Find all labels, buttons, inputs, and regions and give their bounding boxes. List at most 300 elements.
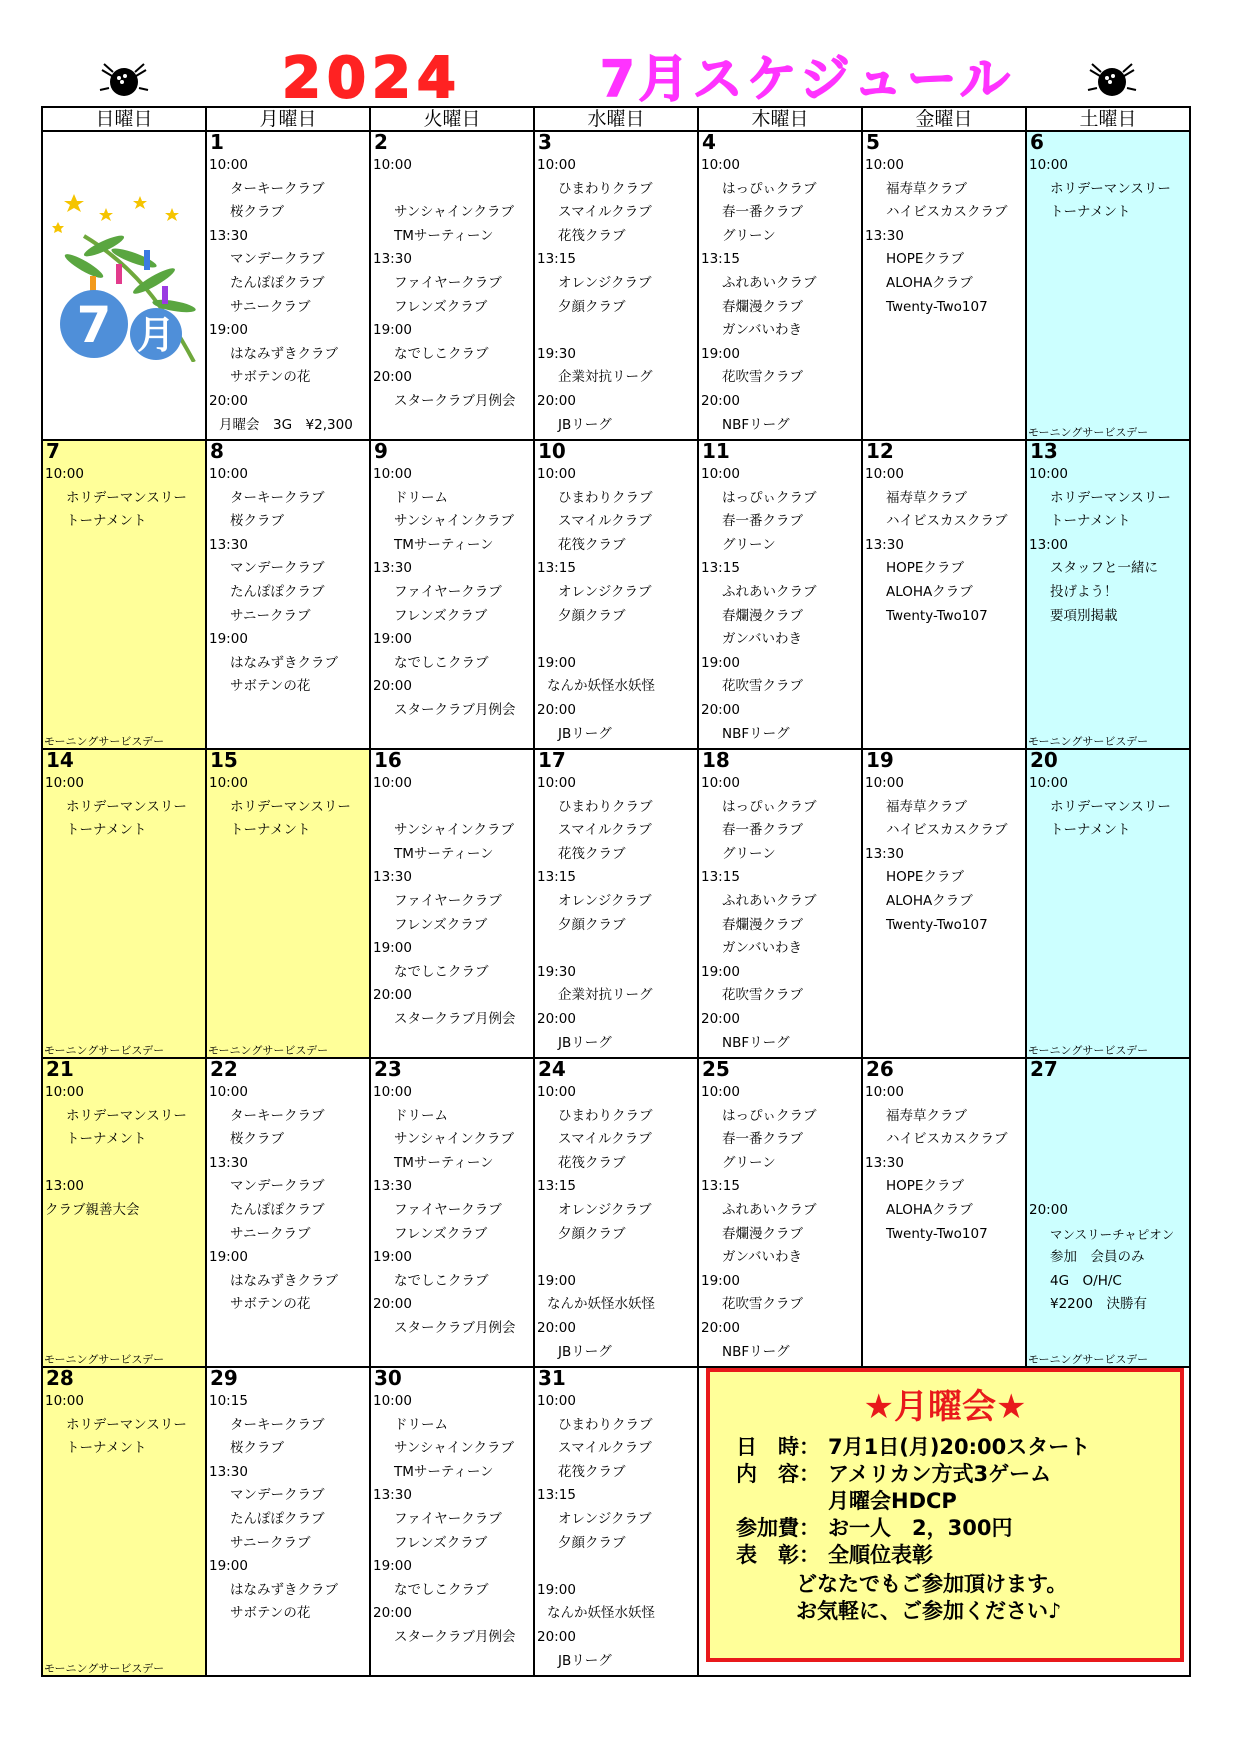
event-name: フレンズクラブ (394, 607, 488, 624)
calendar-day-cell (698, 440, 862, 749)
blank-line (535, 628, 697, 652)
event-name: ホリデーマンスリー (230, 798, 351, 815)
day-number: 21 (46, 1058, 74, 1081)
event-name: ホリデーマンスリー (1050, 489, 1171, 506)
event-name: ファイヤークラブ (394, 583, 502, 600)
event-name: ホリデーマンスリー (1050, 798, 1171, 815)
event-name: 企業対抗リーグ (558, 987, 653, 1004)
calendar-day-cell (370, 749, 534, 1058)
event-name: ひまわりクラブ (558, 1416, 653, 1433)
calendar-week-row (42, 131, 1190, 440)
monday-meeting-notice (706, 1368, 1184, 1662)
blank-line (1027, 1081, 1189, 1105)
calendar-day-cell (1026, 131, 1190, 440)
event-name: 桜クラブ (230, 1440, 284, 1457)
event-name: ドリーム (394, 1416, 448, 1433)
event-name: グリーン (722, 845, 776, 862)
event-name: ドリーム (394, 489, 448, 506)
event-time: 19:00 (209, 631, 248, 648)
event-name: はなみずきクラブ (230, 345, 338, 362)
notice-footer-line: お気軽に、ご参加ください♪ (796, 1599, 1062, 1623)
event-name: ふれあいクラブ (722, 1201, 817, 1218)
event-name: トーナメント (66, 513, 147, 530)
calendar-day-cell (534, 1367, 698, 1676)
event-name: 春爛漫クラブ (722, 1225, 803, 1242)
event-time: 19:00 (209, 322, 248, 339)
event-name: Twenty-Two107 (886, 607, 988, 624)
event-name: スタークラブ月例会 (394, 1628, 516, 1645)
day-number: 20 (1030, 749, 1058, 772)
event-name: スタークラブ月例会 (394, 1010, 516, 1027)
event-time: 13:15 (701, 251, 740, 268)
event-time: 10:15 (209, 1393, 248, 1409)
tanabata-bamboo-icon (44, 186, 204, 362)
calendar-day-cell (370, 131, 534, 440)
event-name: TMサーティーン (394, 1154, 494, 1171)
event-time: 13:30 (373, 560, 412, 577)
event-name: 花筏クラブ (558, 845, 626, 862)
event-time: 20:00 (1029, 1201, 1068, 1218)
event-name: 花筏クラブ (558, 1463, 626, 1480)
event-name: トーナメント (66, 822, 147, 839)
notice-row-value: お一人 2，300円 (828, 1516, 1013, 1540)
event-name: フレンズクラブ (394, 916, 488, 933)
year-title: 2024 (282, 46, 462, 111)
event-time: 10:00 (45, 1393, 84, 1409)
event-time: 10:00 (537, 1084, 576, 1100)
event-name: 夕顔クラブ (558, 1225, 626, 1242)
event-time: 19:00 (701, 345, 740, 362)
calendar-day-cell (698, 131, 862, 440)
event-name: 春爛漫クラブ (722, 298, 803, 315)
event-name: オレンジクラブ (558, 1201, 652, 1218)
event-name: サボテンの花 (230, 1296, 311, 1313)
calendar-day-cell (862, 749, 1026, 1058)
event-time: 19:00 (701, 1272, 740, 1289)
day-number: 3 (538, 131, 552, 154)
day-number: 22 (210, 1058, 238, 1081)
event-time: 20:00 (701, 701, 740, 718)
event-name: 夕顔クラブ (558, 916, 626, 933)
event-name: ファイヤークラブ (394, 892, 502, 909)
calendar-day-cell (42, 749, 206, 1058)
event-name: ALOHAクラブ (886, 583, 973, 600)
event-name: ガンバいわき (722, 322, 803, 339)
event-name: クラブ親善大会 (45, 1201, 140, 1218)
event-time: 13:30 (209, 1154, 248, 1171)
event-name: ドリーム (394, 1107, 448, 1124)
notice-title: ★月曜会★ (863, 1387, 1027, 1427)
blank-line (1027, 1152, 1189, 1176)
event-time: 10:00 (209, 466, 248, 482)
event-name: 夕顔クラブ (558, 298, 626, 315)
event-time: 10:00 (537, 1393, 576, 1409)
event-name: スマイルクラブ (558, 822, 652, 839)
event-name: 企業対抗リーグ (558, 369, 653, 386)
calendar-day-cell (1026, 440, 1190, 749)
event-name: 花筏クラブ (558, 1154, 626, 1171)
event-time: 19:00 (373, 322, 412, 339)
event-name: 花吹雪クラブ (722, 1296, 803, 1313)
event-time: 10:00 (45, 466, 84, 482)
event-name: ファイヤークラブ (394, 1510, 502, 1527)
weekday-header: 日曜日 (42, 107, 206, 131)
day-number: 26 (866, 1058, 894, 1081)
event-time: 19:00 (373, 1249, 412, 1266)
event-time: 10:00 (865, 466, 904, 482)
event-time: 20:00 (373, 678, 412, 695)
day-number: 24 (538, 1058, 566, 1081)
event-name: マンデークラブ (230, 1178, 325, 1195)
notice-row-value: 7月1日(月)20:00スタート (828, 1435, 1091, 1459)
event-name: ALOHAクラブ (886, 1201, 973, 1218)
event-name: 投げよう！ (1050, 583, 1118, 600)
calendar-day-cell (206, 1367, 370, 1676)
calendar-day-cell (534, 749, 698, 1058)
event-name: はっぴぃクラブ (722, 798, 817, 815)
calendar-day-cell (1026, 749, 1190, 1058)
event-time: 10:00 (865, 1084, 904, 1100)
event-name: サンシャインクラブ (394, 1440, 514, 1457)
day-number: 18 (702, 749, 730, 772)
event-name: トーナメント (1050, 204, 1131, 221)
event-name: なでしこクラブ (394, 963, 489, 980)
event-time: 20:00 (209, 392, 248, 409)
calendar-day-cell (206, 131, 370, 440)
event-name: 春爛漫クラブ (722, 916, 803, 933)
bowling-ball-icon (1082, 58, 1142, 102)
event-name: JBリーグ (558, 725, 612, 742)
blank-line (535, 319, 697, 343)
event-time: 10:00 (1029, 157, 1068, 173)
event-name: なんか妖怪水妖怪 (547, 1605, 655, 1622)
event-time: 19:00 (373, 1558, 412, 1575)
event-name: ふれあいクラブ (722, 274, 817, 291)
event-name: ハイビスカスクラブ (886, 204, 1008, 221)
event-time: 10:00 (701, 157, 740, 173)
event-name: ホリデーマンスリー (1050, 180, 1171, 197)
event-name: TMサーティーン (394, 227, 494, 244)
weekday-header: 火曜日 (370, 107, 534, 131)
event-time: 19:00 (701, 654, 740, 671)
event-time: 13:15 (537, 560, 576, 577)
event-name: ガンバいわき (722, 631, 803, 648)
event-name: ひまわりクラブ (558, 180, 653, 197)
event-name: トーナメント (66, 1131, 147, 1148)
event-name: TMサーティーン (394, 845, 494, 862)
event-name: サンシャインクラブ (394, 1131, 514, 1148)
event-name: スタッフと一緒に (1050, 560, 1158, 577)
calendar-day-cell (42, 1058, 206, 1367)
blank-line (371, 796, 533, 820)
event-time: 10:00 (373, 466, 412, 482)
event-name: フレンズクラブ (394, 1225, 488, 1242)
schedule-title: 7月スケジュール (600, 50, 1014, 108)
event-name: ガンバいわき (722, 1249, 803, 1266)
event-name: マンデークラブ (230, 1487, 325, 1504)
event-name: ターキークラブ (230, 489, 325, 506)
badge-month-kanji: 月 (136, 313, 176, 357)
day-number: 17 (538, 749, 566, 772)
event-time: 13:15 (701, 1178, 740, 1195)
event-name: はっぴぃクラブ (722, 1107, 817, 1124)
event-time: 20:00 (373, 1296, 412, 1313)
day-number: 1 (210, 131, 224, 154)
event-time: 13:15 (701, 869, 740, 886)
event-time: 13:30 (865, 1154, 904, 1171)
calendar-day-cell (698, 749, 862, 1058)
event-name: オレンジクラブ (558, 583, 652, 600)
event-name: たんぽぽクラブ (230, 1201, 325, 1218)
event-name: 春一番クラブ (722, 822, 803, 839)
event-name: ターキークラブ (230, 1416, 325, 1433)
weekday-header: 月曜日 (206, 107, 370, 131)
event-time: 13:00 (1029, 536, 1068, 553)
notice-row (736, 1488, 1180, 1515)
event-time: 10:00 (701, 1084, 740, 1100)
event-time: 13:15 (537, 869, 576, 886)
event-time: 20:00 (537, 1319, 576, 1336)
event-name: 春爛漫クラブ (722, 607, 803, 624)
calendar-day-cell (42, 1367, 206, 1676)
day-number: 13 (1030, 440, 1058, 463)
event-time: 19:00 (537, 654, 576, 671)
event-name: 春一番クラブ (722, 513, 803, 530)
event-name: マンスリーチャピオン (1050, 1226, 1175, 1242)
calendar-day-cell (370, 1367, 534, 1676)
event-time: 10:00 (373, 1393, 412, 1409)
event-name: はっぴぃクラブ (722, 489, 817, 506)
event-name: HOPEクラブ (886, 1178, 964, 1195)
event-name: ALOHAクラブ (886, 274, 973, 291)
day-number: 15 (210, 749, 238, 772)
day-number: 30 (374, 1367, 402, 1390)
day-number: 27 (1030, 1058, 1058, 1081)
event-time: 10:00 (45, 1084, 84, 1100)
event-name: ホリデーマンスリー (66, 798, 187, 815)
event-time: 10:00 (1029, 775, 1068, 791)
event-name: スマイルクラブ (558, 513, 652, 530)
event-time: 13:30 (865, 845, 904, 862)
event-name: マンデークラブ (230, 251, 325, 268)
event-time: 10:00 (209, 157, 248, 173)
event-time: 13:30 (373, 869, 412, 886)
event-name: 福寿草クラブ (886, 1107, 967, 1124)
calendar-day-cell (862, 440, 1026, 749)
event-time: 13:15 (701, 560, 740, 577)
weekday-header: 土曜日 (1026, 107, 1190, 131)
event-time: 10:00 (373, 157, 412, 173)
event-name: HOPEクラブ (886, 560, 964, 577)
event-name: ALOHAクラブ (886, 892, 973, 909)
event-name: はっぴぃクラブ (722, 180, 817, 197)
event-time: 19:00 (209, 1249, 248, 1266)
blank-line (1027, 1175, 1189, 1199)
morning-service-label: モーニングサービスデー (1028, 1044, 1149, 1057)
calendar-day-cell (206, 440, 370, 749)
event-name: Twenty-Two107 (886, 298, 988, 315)
event-name: 桜クラブ (230, 204, 284, 221)
day-number: 5 (866, 131, 880, 154)
event-time: 10:00 (373, 775, 412, 791)
event-time: 10:00 (701, 466, 740, 482)
event-name: 花筏クラブ (558, 536, 626, 553)
bowling-ball-icon (94, 58, 154, 102)
event-name: スマイルクラブ (558, 1440, 652, 1457)
event-name: なでしこクラブ (394, 1272, 489, 1289)
notice-footer (710, 1571, 1180, 1625)
event-name: JBリーグ (558, 1343, 612, 1360)
event-time: 10:00 (209, 1084, 248, 1100)
event-time: 20:00 (537, 1628, 576, 1645)
notice-row-value: 月曜会HDCP (828, 1489, 957, 1513)
event-time: 19:00 (373, 940, 412, 957)
event-time: 10:00 (537, 775, 576, 791)
event-time: 13:15 (537, 1487, 576, 1504)
event-name: ホリデーマンスリー (66, 1107, 187, 1124)
calendar-week-row (42, 1058, 1190, 1367)
event-time: 13:30 (209, 536, 248, 553)
morning-service-label: モーニングサービスデー (44, 1044, 165, 1057)
event-name: トーナメント (230, 822, 311, 839)
event-name: マンデークラブ (230, 560, 325, 577)
event-time: 20:00 (701, 1319, 740, 1336)
day-number: 28 (46, 1367, 74, 1390)
calendar-day-cell (1026, 1058, 1190, 1367)
event-name: トーナメント (1050, 822, 1131, 839)
event-time: 13:30 (373, 1487, 412, 1504)
event-name: はなみずきクラブ (230, 1272, 338, 1289)
event-time: 13:30 (373, 1178, 412, 1195)
day-number: 23 (374, 1058, 402, 1081)
event-name: フレンズクラブ (394, 1534, 488, 1551)
event-name: サンシャインクラブ (394, 204, 514, 221)
event-name: グリーン (722, 227, 776, 244)
day-number: 16 (374, 749, 402, 772)
event-name: ガンバいわき (722, 940, 803, 957)
calendar-week-row (42, 749, 1190, 1058)
event-name: TMサーティーン (394, 536, 494, 553)
event-time: 13:30 (209, 1463, 248, 1480)
notice-row-value: 全順位表彰 (828, 1543, 933, 1567)
event-name: はなみずきクラブ (230, 654, 338, 671)
calendar-day-cell (698, 1058, 862, 1367)
event-name: Twenty-Two107 (886, 1225, 988, 1242)
event-name: スタークラブ月例会 (394, 392, 516, 409)
event-name: スマイルクラブ (558, 204, 652, 221)
event-name: なんか妖怪水妖怪 (547, 678, 655, 695)
calendar-day-cell (206, 749, 370, 1058)
event-name: サボテンの花 (230, 1605, 311, 1622)
event-name: なでしこクラブ (394, 1581, 489, 1598)
event-name: サニークラブ (230, 298, 311, 315)
day-number: 14 (46, 749, 74, 772)
event-name: 春一番クラブ (722, 204, 803, 221)
event-time: 10:00 (701, 775, 740, 791)
event-name: スタークラブ月例会 (394, 701, 516, 718)
event-time: 10:00 (45, 775, 84, 791)
blank-line (535, 1555, 697, 1579)
event-name: NBFリーグ (722, 725, 790, 742)
event-name: ホリデーマンスリー (66, 489, 187, 506)
event-name: 桜クラブ (230, 1131, 284, 1148)
notice-rows (710, 1434, 1180, 1569)
morning-service-label: モーニングサービスデー (44, 1662, 165, 1675)
notice-row (736, 1542, 1180, 1569)
event-time: 19:00 (701, 963, 740, 980)
notice-row-label: 表 彰： (736, 1543, 820, 1567)
event-time: 13:15 (537, 251, 576, 268)
event-time: 19:30 (537, 345, 576, 362)
event-name: 花吹雪クラブ (722, 987, 803, 1004)
event-name: ひまわりクラブ (558, 798, 653, 815)
blank-line (371, 178, 533, 202)
event-name: たんぽぽクラブ (230, 1510, 325, 1527)
weekday-header-row (42, 107, 1190, 131)
event-name: JBリーグ (558, 1652, 612, 1669)
event-time: 19:00 (537, 1272, 576, 1289)
day-number: 25 (702, 1058, 730, 1081)
event-name: ホリデーマンスリー (66, 1416, 187, 1433)
blank-line (1027, 1105, 1189, 1129)
weekday-header: 水曜日 (534, 107, 698, 131)
calendar-day-cell (42, 440, 206, 749)
event-time: 20:00 (373, 369, 412, 386)
event-time: 10:00 (373, 1084, 412, 1100)
day-number: 7 (46, 440, 60, 463)
event-time: 20:00 (701, 392, 740, 409)
event-name: ひまわりクラブ (558, 489, 653, 506)
calendar-day-cell (206, 1058, 370, 1367)
blank-line (43, 1152, 205, 1176)
event-time: 20:00 (537, 701, 576, 718)
event-name: JBリーグ (558, 1034, 612, 1051)
notice-row-label: 参加費： (736, 1516, 820, 1540)
event-name: トーナメント (66, 1440, 147, 1457)
event-name: NBFリーグ (722, 1034, 790, 1051)
event-time: 13:30 (865, 536, 904, 553)
event-name: ¥2200 決勝有 (1050, 1296, 1147, 1313)
morning-service-label: モーニングサービスデー (1028, 426, 1149, 439)
event-time: 20:00 (373, 1605, 412, 1622)
event-name: TMサーティーン (394, 1463, 494, 1480)
morning-service-label: モーニングサービスデー (1028, 735, 1149, 748)
event-time: 20:00 (701, 1010, 740, 1027)
event-name: Twenty-Two107 (886, 916, 988, 933)
event-name: 夕顔クラブ (558, 607, 626, 624)
event-name: ターキークラブ (230, 180, 325, 197)
day-number: 29 (210, 1367, 238, 1390)
event-name: なでしこクラブ (394, 345, 489, 362)
morning-service-label: モーニングサービスデー (44, 1353, 165, 1366)
event-time: 10:00 (537, 466, 576, 482)
notice-row (736, 1461, 1180, 1488)
event-name: ひまわりクラブ (558, 1107, 653, 1124)
event-name: サンシャインクラブ (394, 513, 514, 530)
event-name: なでしこクラブ (394, 654, 489, 671)
event-name: なんか妖怪水妖怪 (547, 1296, 655, 1313)
event-time: 20:00 (537, 392, 576, 409)
event-name: はなみずきクラブ (230, 1581, 338, 1598)
event-name: たんぽぽクラブ (230, 583, 325, 600)
calendar-day-cell (534, 131, 698, 440)
notice-row-label: 内 容： (736, 1462, 820, 1486)
event-name: 福寿草クラブ (886, 180, 967, 197)
event-name: NBFリーグ (722, 1343, 790, 1360)
morning-service-label: モーニングサービスデー (44, 735, 165, 748)
calendar-day-cell (862, 131, 1026, 440)
event-name: ハイビスカスクラブ (886, 1131, 1008, 1148)
